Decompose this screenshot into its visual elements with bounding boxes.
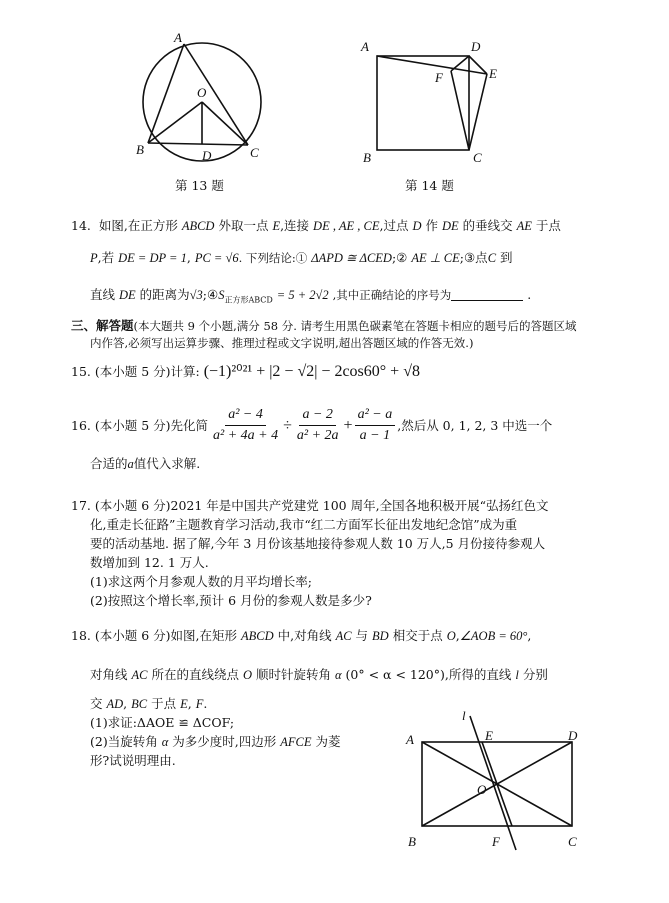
- section-3-title: 三、解答题: [71, 318, 134, 333]
- fig13-AC: [184, 44, 248, 145]
- q17-line-5: (1)求这两个月参观人数的月平均增长率;: [90, 574, 312, 589]
- fig13-label-A: A: [174, 30, 182, 45]
- fig13-AB: [148, 44, 184, 143]
- q16-fraction-3: $\frac{\text{a² − a}}{a - 1}$: [355, 406, 396, 445]
- fig18-label-C: C: [568, 834, 577, 849]
- fig18-label-D: D: [568, 728, 578, 743]
- fig14-FC: [451, 71, 469, 150]
- fig18-label-A: A: [406, 732, 414, 747]
- section-3-header: [71, 318, 577, 334]
- q18-part-2: (2)当旋转角 α 为多少度时,四边形 AFCE 为菱: [90, 734, 341, 749]
- fig13-BC: [148, 143, 248, 145]
- fig13-label-D: D: [202, 148, 212, 163]
- fig14-label-C: C: [473, 150, 482, 165]
- q18-line-1: 18. (本小题 6 分)如图,在矩形 ABCD 中,对角线 AC 与 BD 相交于点 O,∠AOB = 60°,: [71, 628, 532, 643]
- q18-line-3: 交 AD, BC 于点 E, F.: [90, 696, 208, 711]
- q17-line-4: 数增加到 12. 1 万人.: [90, 555, 209, 570]
- fig14-label-A: A: [361, 39, 369, 54]
- fig14-DF: [451, 56, 469, 71]
- q18-part-1: (1)求证:ΔAOE ≌ ΔCOF;: [90, 715, 235, 730]
- q16: 16. (本小题 5 分)先化简 $\frac{\text{a² − 4}}{\text{a² + 4a + 4}}$ ÷ $\frac{a - 2}{\text{a² + 2a}}$ + $\frac{\text{a² − a}}{a - 1}$ ,然后从 0, 1, 2, 3 中选一个: [71, 407, 553, 443]
- fig14-caption: 第 14 题: [405, 178, 454, 193]
- figure-13: [130, 30, 280, 170]
- fig18-EF: [482, 742, 512, 826]
- fig14-label-B: B: [363, 150, 371, 165]
- fig14-label-E: E: [489, 66, 497, 81]
- q17-line-3: 要的活动基地. 据了解,今年 3 月份该基地接待参观人数 10 万人,5 月份接待参观人: [90, 536, 546, 551]
- section-3-note-2: 内作答,必须写出运算步骤、推理过程或文字说明,超出答题区域的作答无效.): [90, 336, 474, 350]
- q15: 15. (本小题 5 分)计算: (−1)²⁰²¹ + |2 − √2| − 2cos60° + √8: [71, 363, 420, 380]
- fig14-label-D: D: [471, 39, 481, 54]
- fig14-label-F: F: [435, 70, 443, 85]
- q14-line-1: 14. 如图,在正方形 ABCD 外取一点 E,连接 DE , AE , CE,过点 D 作 DE 的垂线交 AE 于点: [71, 218, 561, 233]
- fig18-label-E: E: [485, 728, 493, 743]
- fig13-label-C: C: [250, 145, 259, 160]
- fig18-label-l: l: [462, 710, 466, 723]
- q17-line-1: 17. (本小题 6 分)2021 年是中国共产党建党 100 周年,全国各地积极开展“弘扬红色文: [71, 498, 549, 513]
- q14-line-3: 直线 DE 的距离为$√3;④S_{正方形ABCD} = 5 + 2√2$ ,其中正确结论的序号为 .: [90, 287, 532, 305]
- fig14-CE: [469, 74, 487, 150]
- fig18-label-B: B: [408, 834, 416, 849]
- section-3-note-1: (本大题共 9 个小题,满分 58 分. 请考生用黑色碳素笔在答题卡相应的题号后的答题区域: [133, 319, 577, 333]
- fig13-label-O: O: [197, 85, 207, 100]
- fig14-AE: [377, 56, 487, 74]
- q16-line-2: 合适的a值代入求解.: [90, 456, 201, 471]
- q16-fraction-2: $\frac{a - 2}{\text{a² + 2a}}$: [296, 407, 339, 443]
- answer-blank[interactable]: [451, 300, 523, 301]
- q14-line-2: P,若 DE = DP = 1, PC = √6. 下列结论:① ΔAPD ≅ ΔCED;② AE ⊥ CE;③点C 到: [90, 250, 513, 265]
- q17-line-6: (2)按照这个增长率,预计 6 月份的参观人数是多少?: [90, 593, 372, 608]
- q16-fraction-1: $\frac{\text{a² − 4}}{\text{a² + 4a + 4}}$: [213, 407, 279, 443]
- fig18-label-O: O: [477, 782, 487, 797]
- figure-18: [400, 710, 600, 860]
- fig13-caption: 第 13 题: [175, 178, 224, 193]
- figure-14: [355, 36, 505, 166]
- fig14-square: [377, 56, 469, 150]
- q18-line-2: 对角线 AC 所在的直线绕点 O 顺时针旋转角 α (0° < α < 120°),所得的直线 l 分别: [90, 667, 548, 682]
- q17-line-2: 化,重走长征路”主题教育学习活动,我市“红二方面军长征出发地纪念馆”成为重: [90, 517, 518, 532]
- fig13-label-B: B: [136, 142, 144, 157]
- q18-part-2-cont: 形?试说明理由.: [90, 753, 176, 768]
- fig18-label-F: F: [492, 834, 500, 849]
